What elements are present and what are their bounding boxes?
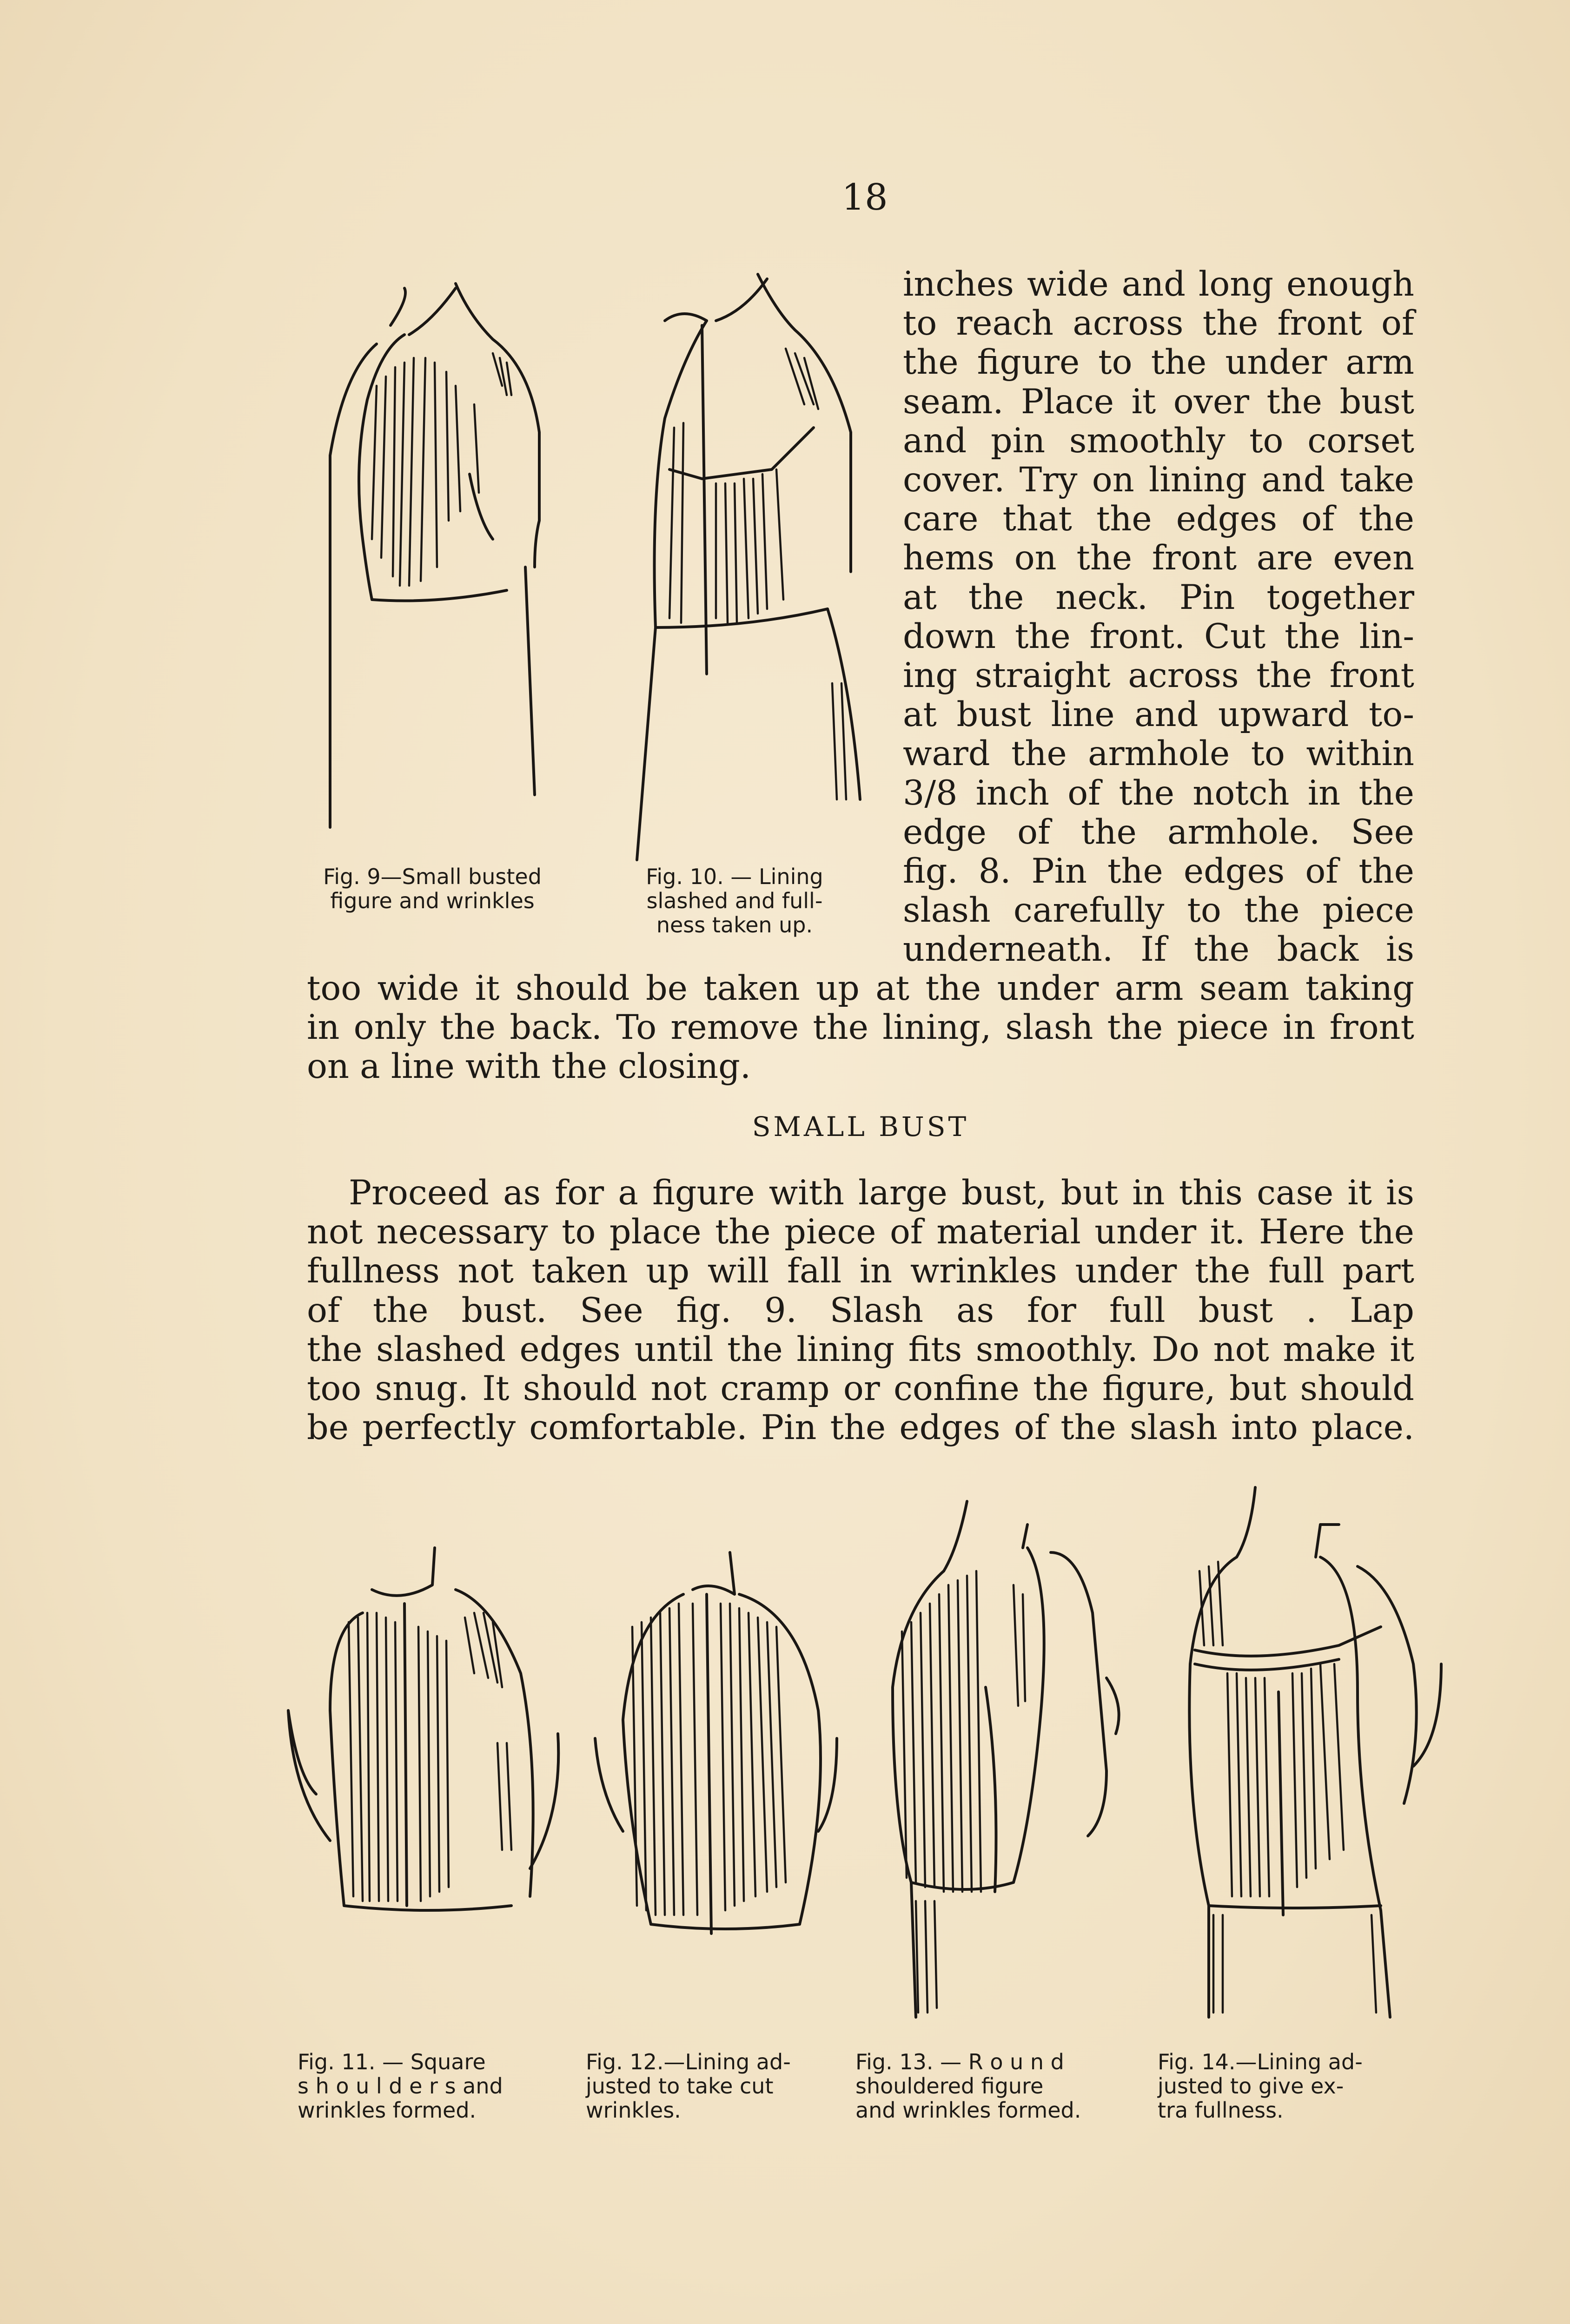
- caption-line: and wrinkles formed.: [855, 2098, 1081, 2123]
- caption-line: Fig. 14.—Lining ad-: [1158, 2049, 1363, 2074]
- bodice-sketch-icon: [609, 265, 869, 888]
- fig-11-caption: [298, 2050, 563, 2122]
- text-line: fullness not taken up will fall in wrinkles under the full part: [307, 1251, 1414, 1291]
- caption-line: shouldered figure: [855, 2073, 1044, 2099]
- fig-12-drawing: [586, 1543, 846, 2036]
- fig-14-caption: [1158, 2050, 1423, 2122]
- text-line: too wide it should be taken up at the under arm seam taking: [307, 969, 1414, 1008]
- text-line: the figure to the under arm: [903, 343, 1414, 383]
- continuation-text: [307, 969, 1414, 1087]
- bodice-sketch-icon: [1162, 1478, 1451, 2036]
- fig-9-caption: [298, 865, 567, 913]
- text-line: ward the armhole to within: [903, 734, 1414, 774]
- text-line: of the bust. See fig. 9. Slash as for full bust . Lap: [307, 1290, 1414, 1330]
- text-line: on a line with the closing.: [307, 1047, 751, 1087]
- text-line: not necessary to place the piece of material under it. Here the: [307, 1212, 1414, 1252]
- bodice-sketch-icon: [316, 279, 558, 851]
- text-line: to reach across the front of: [903, 304, 1414, 343]
- caption-line: s h o u l d e r s and: [298, 2073, 503, 2099]
- page-number: 18: [841, 177, 888, 218]
- text-line: at bust line and upward to-: [903, 695, 1414, 735]
- caption-line: ness taken up.: [656, 912, 813, 938]
- caption-line: wrinkles formed.: [298, 2098, 477, 2123]
- text-line: 3/8 inch of the notch in the: [903, 773, 1414, 813]
- text-line: Proceed as for a figure with large bust, but in this case it is: [349, 1173, 1414, 1213]
- bodice-sketch-icon: [279, 1534, 576, 2036]
- bodice-sketch-icon: [586, 1543, 846, 2036]
- fig-12-caption: [586, 2050, 846, 2122]
- text-line: in only the back. To remove the lining, slash the piece in front: [307, 1008, 1414, 1048]
- text-line: underneath. If the back is: [903, 930, 1414, 970]
- caption-line: justed to take cut: [586, 2073, 774, 2099]
- fig-10-caption: [604, 865, 865, 937]
- fig-14-drawing: [1162, 1478, 1451, 2036]
- section-heading: SMALL BUST: [752, 1111, 969, 1142]
- text-line: inches wide and long enough: [903, 264, 1414, 304]
- text-line: ing straight across the front: [903, 656, 1414, 696]
- right-column-text: [903, 265, 1414, 970]
- text-line: slash carefully to the piece: [903, 891, 1414, 931]
- fig-10-drawing: [609, 265, 869, 888]
- text-line: the slashed edges until the lining fits smoothly. Do not make it: [307, 1329, 1414, 1369]
- caption-line: Fig. 10. — Lining: [646, 864, 823, 889]
- text-line: seam. Place it over the bust: [903, 382, 1414, 422]
- text-line: hems on the front are even: [903, 538, 1414, 578]
- fig-13-drawing: [874, 1492, 1134, 2040]
- bodice-sketch-icon: [874, 1492, 1134, 2040]
- fig-11-drawing: [279, 1534, 576, 2036]
- text-line: cover. Try on lining and take: [903, 460, 1414, 500]
- caption-line: slashed and full-: [646, 888, 823, 913]
- caption-line: Fig. 13. — R o u n d: [855, 2049, 1064, 2074]
- caption-line: Fig. 11. — Square: [298, 2049, 486, 2074]
- caption-line: Fig. 9—Small busted: [323, 864, 542, 889]
- caption-line: tra fullness.: [1158, 2098, 1284, 2123]
- text-line: fig. 8. Pin the edges of the: [903, 852, 1414, 891]
- text-line: and pin smoothly to corset: [903, 421, 1414, 461]
- text-line: edge of the armhole. See: [903, 812, 1414, 852]
- caption-line: justed to give ex-: [1158, 2073, 1344, 2099]
- text-line: down the front. Cut the lin-: [903, 616, 1414, 656]
- fig-9-drawing: [316, 279, 558, 851]
- fig-13-caption: [855, 2050, 1125, 2122]
- text-line: at the neck. Pin together: [903, 577, 1414, 617]
- text-line: too snug. It should not cramp or confine the figure, but should: [307, 1369, 1414, 1409]
- caption-line: Fig. 12.—Lining ad-: [586, 2049, 791, 2074]
- caption-line: figure and wrinkles: [330, 888, 535, 913]
- small-bust-paragraph: [307, 1174, 1414, 1447]
- caption-line: wrinkles.: [586, 2098, 681, 2123]
- text-line: care that the edges of the: [903, 499, 1414, 539]
- text-line: be perfectly comfortable. Pin the edges of the slash into place.: [307, 1408, 1414, 1448]
